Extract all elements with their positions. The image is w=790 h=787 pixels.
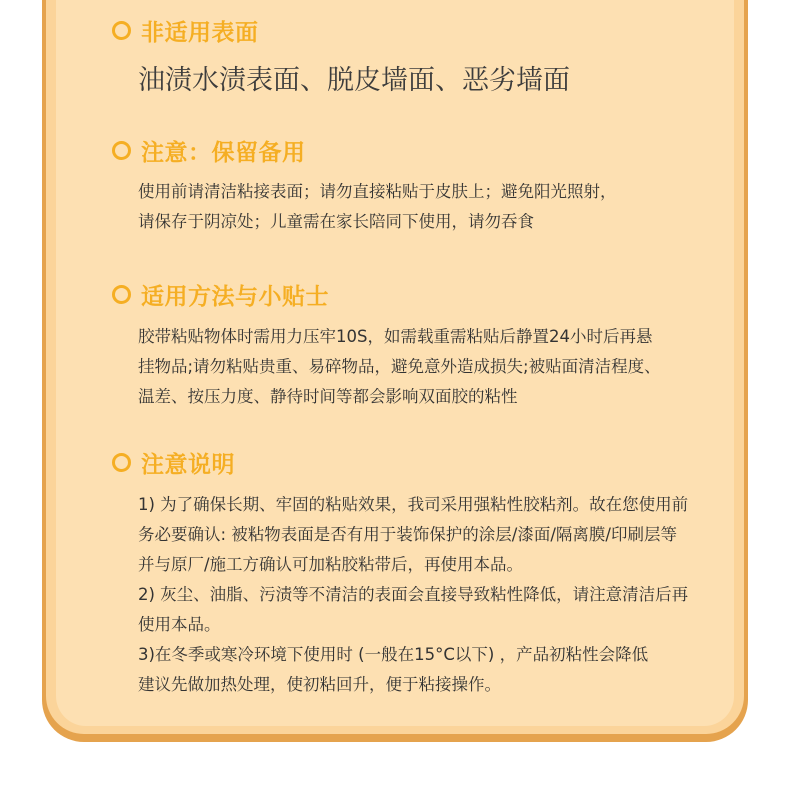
ring-bullet-icon [112,285,131,304]
text-line: 胶带粘贴物体时需用力压牢10S，如需载重需粘贴后静置24小时后再悬 [138,327,653,346]
text-line: 请保存于阴凉处；儿童需在家长陪同下使用，请勿吞食 [138,212,534,231]
text-line: 务必要确认: 被粘物表面是否有用于装饰保护的涂层/漆面/隔离膜/印刷层等 [138,525,677,544]
text-line: 1) 为了确保长期、牢固的粘贴效果，我司采用强粘性胶粘剂。故在您使用前 [138,495,689,514]
text-line: 3)在冬季或寒冷环境下使用时 (一般在15°C以下) ，产品初粘性会降低 [138,645,649,664]
text-line: 温差、按压力度、静待时间等都会影响双面胶的粘性 [138,387,518,406]
section-heading-usage-tips [112,279,329,309]
text-line: 使用本品。 [138,615,221,634]
text-line: 建议先做加热处理，使初粘回升，便于粘接操作。 [138,675,501,694]
usage-tips-paragraph [138,322,661,412]
text-line: 使用前请清洁粘接表面；请勿直接粘贴于皮肤上；避免阳光照射， [138,182,617,201]
section-heading-text: 注意：保留备用 [141,139,306,166]
ring-bullet-icon [112,21,131,40]
ring-bullet-icon [112,453,131,472]
section-heading-text: 适用方法与小贴士 [141,283,329,310]
section-heading-text: 非适用表面 [141,19,259,46]
section-heading-caution-keep [112,135,306,165]
section-heading-text: 注意说明 [141,451,235,478]
unsuitable-surfaces-text: 油渍水渍表面、脱皮墙面、恶劣墙面 [138,65,570,96]
text-line: 挂物品;请勿粘贴贵重、易碎物品，避免意外造成损失;被贴面清洁程度、 [138,357,661,376]
text-line: 2) 灰尘、油脂、污渍等不清洁的表面会直接导致粘性降低，请注意清洁后再 [138,585,689,604]
section-heading-notes [112,447,235,477]
caution-paragraph [138,177,617,237]
section-heading-unsuitable-surfaces [112,15,259,45]
text-line: 并与原厂/施工方确认可加粘胶粘带后，再使用本品。 [138,555,524,574]
notes-paragraph [138,490,688,700]
ring-bullet-icon [112,141,131,160]
